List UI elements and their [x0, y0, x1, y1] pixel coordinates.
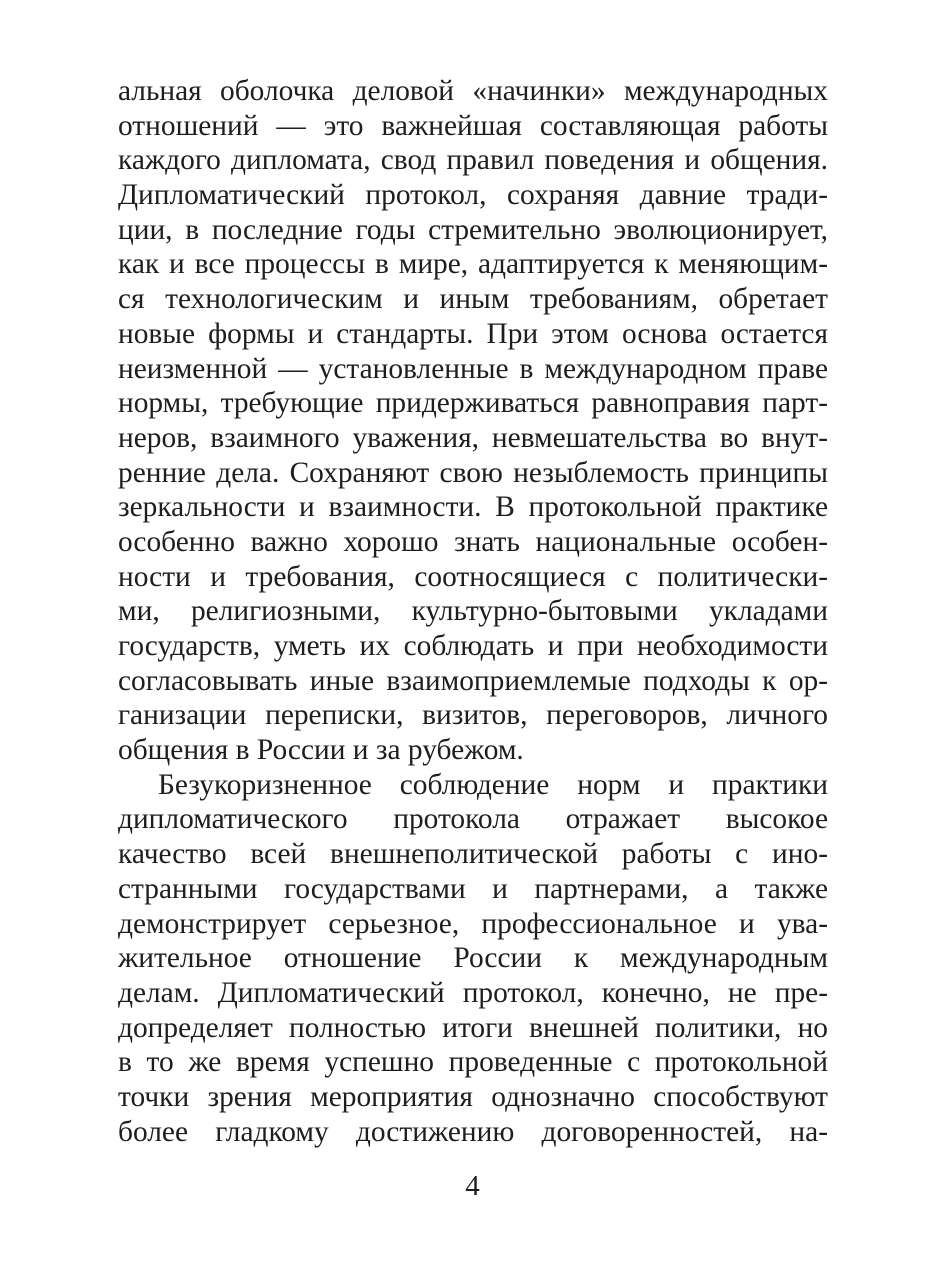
text-line: точки зрения мероприятия однозначно способствуют — [118, 1080, 828, 1113]
paragraph-2 — [118, 768, 828, 1150]
text-line: демонстрирует серьезное, профессиональное и ува- — [118, 907, 828, 940]
text-line: дипломатического протокола отражает высокое — [118, 803, 828, 836]
body-text — [118, 74, 828, 1149]
text-line: допределяет полностью итоги внешней политики, но — [118, 1011, 828, 1044]
paragraph-1 — [118, 74, 828, 768]
text-line: ми, религиозными, культурно-бытовыми укладами — [118, 595, 828, 628]
text-line: альная оболочка деловой «начинки» международных — [118, 75, 828, 107]
text-line: отношений — это важнейшая составляющая работы — [118, 109, 828, 142]
text-line: Дипломатический протокол, сохраняя давние тради- — [118, 179, 828, 212]
text-line: Безукоризненное соблюдение норм и практики — [158, 768, 828, 801]
text-line: особенно важно хорошо знать национальные особен- — [118, 525, 828, 558]
text-line: нормы, требующие придерживаться равноправия парт- — [118, 387, 828, 420]
text-line: в то же время успешно проведенные с протокольной — [118, 1046, 828, 1079]
text-line: государств, уметь их соблюдать и при необходимости — [118, 630, 828, 662]
text-line: общения в России и за рубежом. — [118, 734, 524, 767]
text-line: новые формы и стандарты. При этом основа остается — [118, 317, 828, 350]
text-line: как и все процессы в мире, адаптируется к меняющим- — [118, 248, 828, 281]
text-line: неизменной — установленные в международном праве — [118, 352, 828, 385]
text-line: зеркальности и взаимности. В протокольной практике — [118, 491, 828, 524]
text-line: более гладкому достижению договоренностей, на- — [118, 1115, 828, 1148]
text-line: согласовывать иные взаимоприемлемые подходы к ор- — [118, 664, 828, 697]
text-line: ции, в последние годы стремительно эволюционирует, — [118, 213, 828, 246]
text-line: ности и требования, соотносящиеся с политически- — [118, 560, 828, 593]
text-line: ганизации переписки, визитов, переговоров, личного — [118, 699, 828, 732]
text-line: делам. Дипломатический протокол, конечно, не пре- — [118, 976, 828, 1009]
text-line: жительное отношение России к международным — [118, 942, 828, 975]
text-line: каждого дипломата, свод правил поведения и общения. — [118, 144, 828, 177]
text-line: странными государствами и партнерами, а также — [118, 872, 828, 905]
text-line: ся технологическим и иным требованиям, обретает — [118, 283, 828, 316]
page-number: 4 — [465, 1170, 480, 1202]
text-line: ренние дела. Сохраняют свою незыблемость принципы — [118, 456, 828, 489]
text-line: качество всей внешнеполитической работы с ино- — [118, 838, 828, 871]
text-line: неров, взаимного уважения, невмешательства во внут- — [118, 421, 828, 454]
